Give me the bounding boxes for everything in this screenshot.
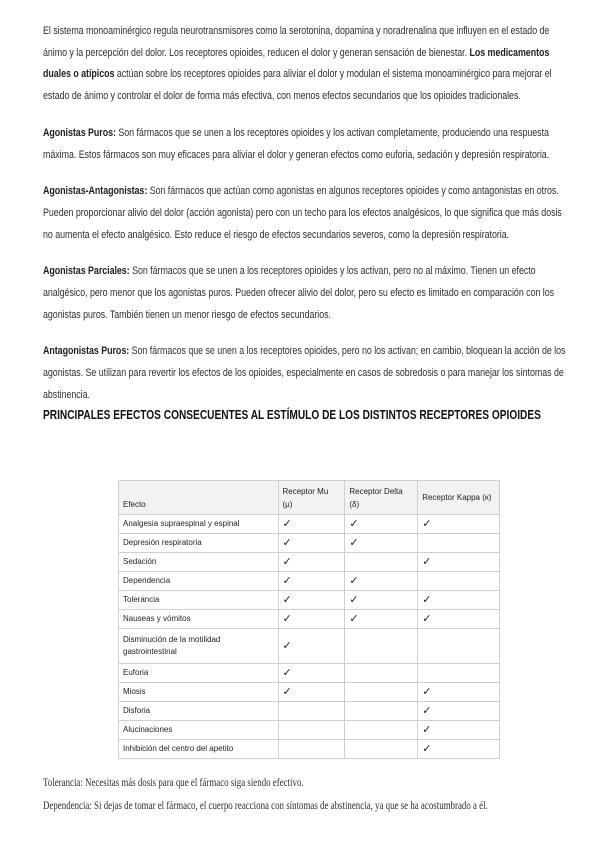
delta-cell: ✓ — [345, 610, 418, 629]
agonistas-antagonistas-text: Son fármacos que actúan como agonistas en algunos receptores opioides y como antagonistas en otros. Pueden proporcionar alivio del dolor (acción agonista) pero con un techo para los efectos analgésicos, lo que significa que más dosis no aumenta el efecto analgésico. Esto reduce el riesgo de efectos secundarios severos, como la depresión respiratoria. — [43, 185, 562, 241]
delta-cell — [345, 553, 418, 572]
effect-cell: Miosis — [119, 683, 279, 702]
delta-cell — [345, 740, 418, 759]
effect-cell: Depresión respiratoria — [119, 534, 279, 553]
text-block — [43, 21, 571, 423]
antagonistas-puros-label: Antagonistas Puros: — [43, 345, 130, 358]
mu-cell: ✓ — [278, 610, 345, 629]
delta-cell — [345, 702, 418, 721]
table-row — [119, 721, 500, 740]
kappa-cell: ✓ — [418, 702, 500, 721]
kappa-cell — [418, 664, 500, 683]
agonistas-parciales-paragraph — [43, 261, 571, 326]
mu-cell — [278, 721, 345, 740]
kappa-cell: ✓ — [418, 610, 500, 629]
agonistas-puros-paragraph — [43, 123, 571, 166]
delta-cell — [345, 629, 418, 664]
document-body — [43, 21, 571, 424]
table-header-row — [119, 481, 500, 515]
kappa-cell — [418, 534, 500, 553]
mu-cell: ✓ — [278, 683, 345, 702]
mu-cell: ✓ — [278, 629, 345, 664]
receptor-table-container — [118, 480, 500, 759]
note-dependencia: Dependencia: Si dejas de tomar el fármaco, el cuerpo reacciona con síntomas de abstinencia, ya que se ha acostumbrado a él. — [43, 800, 488, 812]
table-row — [119, 553, 500, 572]
intro-bold-term: Los medicamentos duales o atípicos — [43, 46, 550, 81]
table-row — [119, 664, 500, 683]
intro-text-1: El sistema monoaminérgico regula neurotransmisores como la serotonina, dopamina y noradrenalina que influyen en el estado de ánimo y la percepción del dolor. Los receptores opioides, reducen el dolor y generan sensación de bienestar. — [43, 25, 550, 59]
agonistas-antagonistas-label: Agonistas-Antagonistas: — [43, 185, 148, 198]
mu-cell: ✓ — [278, 553, 345, 572]
antagonistas-puros-paragraph — [43, 341, 571, 406]
table-row — [119, 629, 500, 664]
effect-cell: Alucinaciones — [119, 721, 279, 740]
mu-cell: ✓ — [278, 664, 345, 683]
delta-cell — [345, 721, 418, 740]
note-tolerancia: Tolerancia: Necesitas más dosis para que el fármaco siga siendo efectivo. — [43, 777, 304, 789]
kappa-cell: ✓ — [418, 515, 500, 534]
table-row — [119, 572, 500, 591]
agonistas-puros-label: Agonistas Puros: — [43, 126, 116, 139]
table-row — [119, 740, 500, 759]
mu-cell: ✓ — [278, 572, 345, 591]
intro-paragraph — [43, 21, 571, 108]
delta-cell: ✓ — [345, 591, 418, 610]
table-row — [119, 702, 500, 721]
effect-cell: Inhibición del centro del apetito — [119, 740, 279, 759]
delta-cell: ✓ — [345, 572, 418, 591]
table-row — [119, 683, 500, 702]
kappa-cell — [418, 572, 500, 591]
table-row — [119, 610, 500, 629]
effect-cell: Disminución de la motilidad gastrointestinal — [119, 629, 279, 664]
kappa-cell: ✓ — [418, 591, 500, 610]
agonistas-parciales-text: Son fármacos que se unen a los receptores opioides y los activan, pero no al máximo. Tienen un efecto analgésico, pero menor que los agonistas puros. Pueden ofrecer alivio del dolor, pero su efecto es limitado en comparación con los agonistas puros. También tienen un menor riesgo de efectos secundarios. — [43, 265, 555, 321]
mu-cell: ✓ — [278, 534, 345, 553]
definitions-notes — [43, 772, 571, 818]
effect-cell: Euforia — [119, 664, 279, 683]
table-row — [119, 515, 500, 534]
kappa-cell: ✓ — [418, 553, 500, 572]
header-efecto: Efecto — [119, 481, 279, 515]
delta-cell: ✓ — [345, 534, 418, 553]
agonistas-puros-text: Son fármacos que se unen a los receptores opioides y los activan completamente, produciendo una respuesta máxima. Estos fármacos son muy eficaces para aliviar el dolor y generan efectos como euforia, sedación y depresión respiratoria. — [43, 126, 550, 161]
kappa-cell: ✓ — [418, 721, 500, 740]
table-body — [119, 515, 500, 759]
mu-cell — [278, 740, 345, 759]
delta-cell — [345, 683, 418, 702]
notes-block — [43, 772, 571, 818]
kappa-cell: ✓ — [418, 683, 500, 702]
agonistas-antagonistas-paragraph — [43, 181, 571, 246]
intro-text-2: actúan sobre los receptores opioides para aliviar el dolor y modulan el sistema monoaminérgico para mejorar el estado de ánimo y controlar el dolor de forma más efectiva, con menos efectos secundarios que los opioides tradicionales. — [43, 68, 552, 103]
receptor-effects-table — [118, 480, 500, 759]
table-row — [119, 591, 500, 610]
kappa-cell — [418, 629, 500, 664]
effect-cell: Disforia — [119, 702, 279, 721]
mu-cell: ✓ — [278, 591, 345, 610]
effect-cell: Analgesia supraespinal y espinal — [119, 515, 279, 534]
effect-cell: Tolerancia — [119, 591, 279, 610]
table-row — [119, 534, 500, 553]
kappa-cell: ✓ — [418, 740, 500, 759]
table-title: PRINCIPALES EFECTOS CONSECUENTES AL ESTÍMULO DE LOS DISTINTOS RECEPTORES OPIOIDES — [43, 406, 541, 422]
delta-cell: ✓ — [345, 515, 418, 534]
mu-cell: ✓ — [278, 515, 345, 534]
header-kappa: Receptor Kappa (κ) — [418, 481, 500, 515]
delta-cell — [345, 664, 418, 683]
antagonistas-puros-text: Son fármacos que se unen a los receptores opioides, pero no los activan; en cambio, bloquean la acción de los agonistas. Se utilizan para revertir los efectos de los opioides, especialmente en casos de sobredosis o para manejar los síntomas de abstinencia. — [43, 345, 566, 401]
agonistas-parciales-label: Agonistas Parciales: — [43, 265, 130, 278]
effect-cell: Sedación — [119, 553, 279, 572]
header-mu: Receptor Mu (μ) — [278, 481, 345, 515]
effect-cell: Nauseas y vómitos — [119, 610, 279, 629]
header-delta: Receptor Delta (δ) — [345, 481, 418, 515]
mu-cell — [278, 702, 345, 721]
effect-cell: Dependencia — [119, 572, 279, 591]
